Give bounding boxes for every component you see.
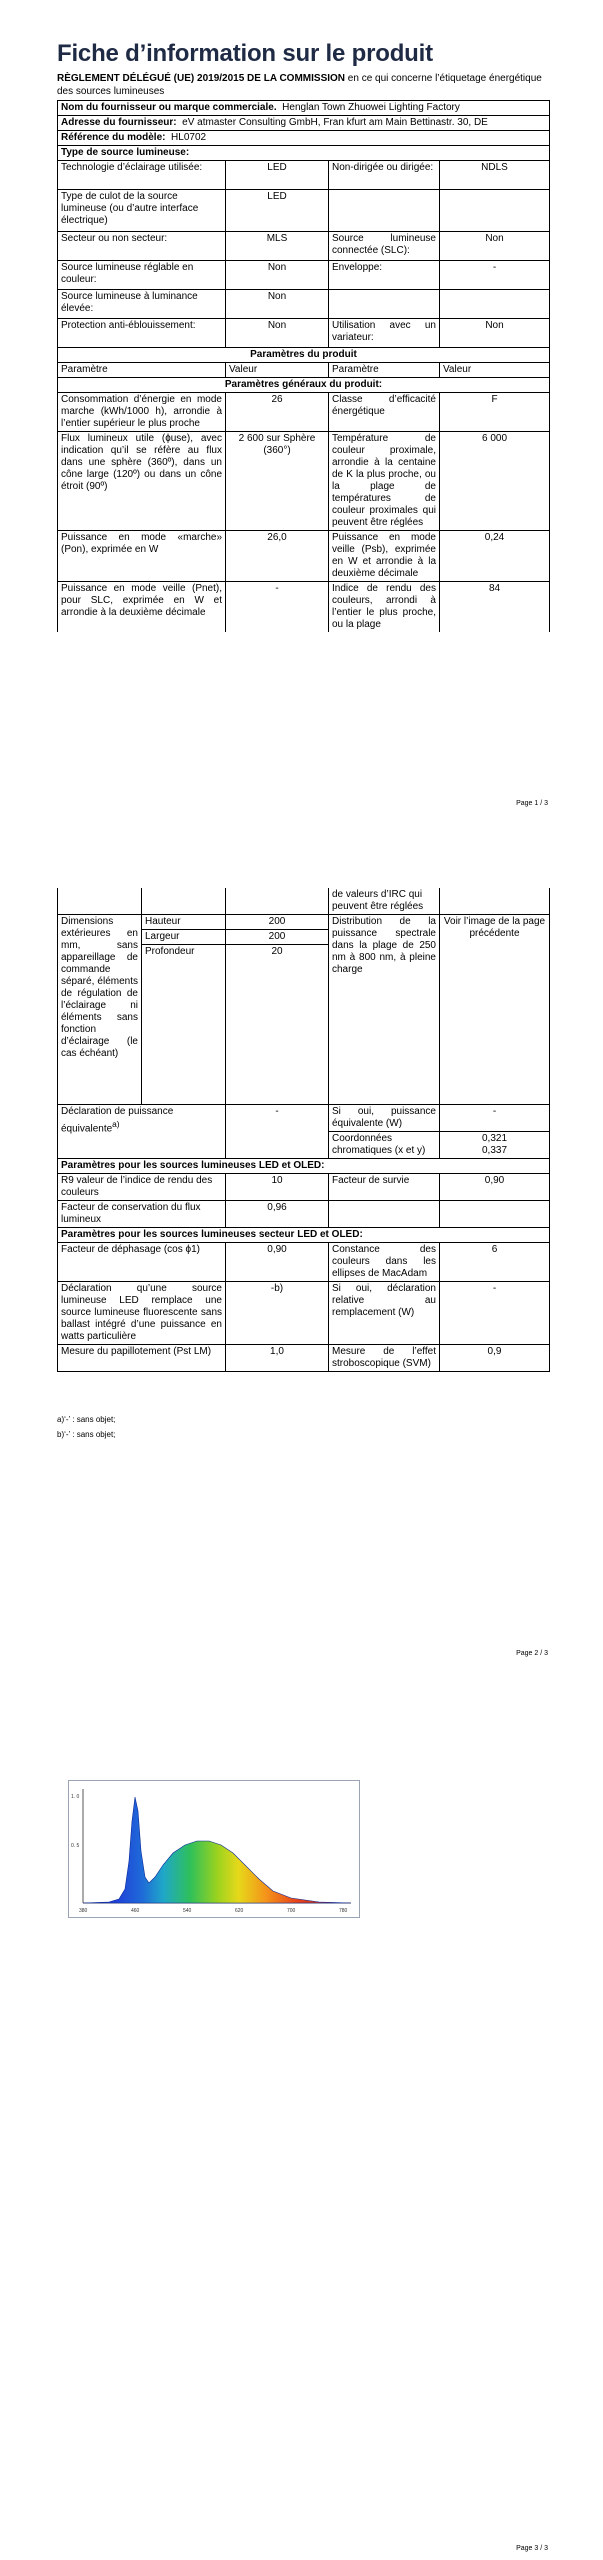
- cell-label: Puissance en mode «marche» (Pon), exprimée en W: [58, 531, 226, 582]
- cell-value: 0,9: [440, 1345, 550, 1372]
- cell-value: 6: [440, 1243, 550, 1282]
- page-3: [0, 1720, 603, 2560]
- cell-label: Déclaration qu’une source lumineuse LED remplace une source lumineuse fluorescente sans ballast intégré d’une puissance en watts particulière: [58, 1282, 226, 1345]
- cell-value: Non: [226, 290, 329, 319]
- column-header: Valeur: [440, 363, 550, 378]
- spectral-distribution-value: Voir l’image de la page précédente: [440, 915, 550, 1105]
- chromaticity-label: Coordonnées chromatiques (x et y): [329, 1132, 440, 1159]
- cell-label: Technologie d’éclairage utilisée:: [58, 161, 226, 190]
- cell-value: 0,24: [440, 531, 550, 582]
- cell-value: 0,90: [226, 1243, 329, 1282]
- equivalent-power-value: -: [226, 1105, 329, 1159]
- dimensions-label: Dimensions extérieures en mm, sans appareillage de commande séparé, éléments de régulation de l’éclairage ni éléments sans fonction d’éclairage (le cas échéant): [58, 915, 142, 1105]
- x-tick-label: 780: [339, 1908, 348, 1914]
- page-number: Page 3 / 3: [516, 2545, 548, 2552]
- column-header: Paramètre: [329, 363, 440, 378]
- cell-value: -: [226, 582, 329, 633]
- cell-value: -: [440, 1105, 550, 1132]
- cell-value: F: [440, 393, 550, 432]
- cell-label: [329, 290, 440, 319]
- cell-label: Facteur de conservation du flux lumineux: [58, 1201, 226, 1228]
- cell-value: Non: [440, 232, 550, 261]
- cell-label: Protection anti-éblouissement:: [58, 319, 226, 348]
- cell-label: de valeurs d’IRC qui peuvent être réglées: [329, 888, 440, 915]
- cell-value: Non: [226, 319, 329, 348]
- footnote-mark: a): [112, 1119, 120, 1129]
- cell-value: -b): [226, 1282, 329, 1345]
- address-value: eV atmaster Consulting GmbH, Fran kfurt am Main Bettinastr. 30, DE: [182, 117, 488, 128]
- mains-params-heading: Paramètres pour les sources lumineuses secteur LED et OLED:: [58, 1228, 550, 1243]
- cell-value: 2 600 sur Sphère (360°): [226, 432, 329, 531]
- page-2: [0, 880, 603, 1680]
- spectral-distribution-label: Distribution de la puissance spectrale dans la plage de 250 nm à 800 nm, à pleine charge: [329, 915, 440, 1105]
- model-label: Référence du modèle:: [61, 132, 166, 143]
- spectrum-plot: [69, 1781, 359, 1917]
- page-title: Fiche d’information sur le produit: [57, 40, 433, 67]
- cell-value: 26: [226, 393, 329, 432]
- cell-label: Enveloppe:: [329, 261, 440, 290]
- cell-value: 6 000: [440, 432, 550, 531]
- address-label: Adresse du fournisseur:: [61, 117, 177, 128]
- page-number: Page 2 / 3: [516, 1650, 548, 1657]
- cell-label: Puissance en mode veille (Pnet), pour SLC, exprimée en W et arrondie à la deuxième décimale: [58, 582, 226, 633]
- cell-label: [329, 1201, 440, 1228]
- y-tick-label: 1. 0: [71, 1794, 80, 1800]
- cell-value: Non: [440, 319, 550, 348]
- cell-value: [440, 190, 550, 232]
- footnote-a: a)‘-’ : sans objet;: [57, 1415, 116, 1424]
- cell-value: LED: [226, 161, 329, 190]
- spectrum-curve: [83, 1797, 351, 1903]
- cell-value: -: [440, 1282, 550, 1345]
- model-value: HL0702: [171, 132, 207, 143]
- dimension-name: Hauteur: [142, 915, 226, 930]
- chromaticity-value: [440, 1132, 550, 1159]
- cell-empty: [142, 888, 226, 915]
- dimension-name: Profondeur: [142, 945, 226, 1105]
- regulation-rest: en ce qui concerne l’étiquetage énergétique des sources lumineuses: [57, 73, 542, 97]
- cell-empty: [226, 888, 329, 915]
- cell-label: Constance des couleurs dans les ellipses de MacAdam: [329, 1243, 440, 1282]
- cell-value: 0,96: [226, 1201, 329, 1228]
- cell-label: Source lumineuse connectée (SLC):: [329, 232, 440, 261]
- chromaticity-x: 0,321: [481, 1133, 508, 1144]
- supplier-value: Henglan Town Zhuowei Lighting Factory: [282, 102, 460, 113]
- cell-label: Secteur ou non secteur:: [58, 232, 226, 261]
- cell-label: Température de couleur proximale, arrondie à la centaine de K la plus proche, ou la plage de températures de couleur proximales qui peuvent être réglées: [329, 432, 440, 531]
- spectral-distribution-image: [68, 1780, 360, 1918]
- cell-value: 1,0: [226, 1345, 329, 1372]
- cell-label: Non-dirigée ou dirigée:: [329, 161, 440, 190]
- dimension-value: 200: [226, 930, 329, 945]
- dimension-name: Largeur: [142, 930, 226, 945]
- cell-label: Classe d’efficacité énergétique: [329, 393, 440, 432]
- x-tick-label: 700: [287, 1908, 296, 1914]
- x-tick-label: 460: [131, 1908, 140, 1914]
- y-tick-label: 0. 5: [71, 1843, 80, 1849]
- chromaticity-y: 0,337: [481, 1145, 508, 1156]
- cell-label: Type de culot de la source lumineuse (ou d’autre interface électrique): [58, 190, 226, 232]
- dimension-value: 200: [226, 915, 329, 930]
- column-header: Paramètre: [58, 363, 226, 378]
- cell-value: 10: [226, 1174, 329, 1201]
- cell-value: [440, 290, 550, 319]
- x-tick-label: 540: [183, 1908, 192, 1914]
- cell-value: LED: [226, 190, 329, 232]
- cell-label: Si oui, puissance équivalente (W): [329, 1105, 440, 1132]
- cell-label: Flux lumineux utile (ɸuse), avec indication qu’il se réfère au flux dans une sphère (360º), dans un cône large (120º) ou dans un cône étroit (90º): [58, 432, 226, 531]
- led-params-heading: Paramètres pour les sources lumineuses LED et OLED:: [58, 1159, 550, 1174]
- cell-label: Si oui, déclaration relative au remplacement (W): [329, 1282, 440, 1345]
- supplier-row: [58, 101, 550, 116]
- cell-label: Source lumineuse réglable en couleur:: [58, 261, 226, 290]
- cell-label: Puissance en mode veille (Psb), exprimée en W et arrondie à la deuxième décimale: [329, 531, 440, 582]
- cell-value: -: [440, 261, 550, 290]
- regulation-text: [57, 72, 547, 98]
- product-info-table: [57, 100, 550, 632]
- cell-empty: [440, 888, 550, 915]
- x-tick-label: 380: [79, 1908, 88, 1914]
- cell-label: [329, 190, 440, 232]
- product-info-table-continued: [57, 888, 550, 1372]
- column-header: Valeur: [226, 363, 329, 378]
- cell-value: Non: [226, 261, 329, 290]
- footnote-b: b)‘-’ : sans objet;: [57, 1430, 116, 1439]
- page-1: [0, 0, 603, 830]
- equivalent-power-label: [58, 1105, 226, 1159]
- cell-label: Mesure du papillotement (Pst LM): [58, 1345, 226, 1372]
- cell-label: Source lumineuse à luminance élevée:: [58, 290, 226, 319]
- cell-label: R9 valeur de l’indice de rendu des couleurs: [58, 1174, 226, 1201]
- cell-value: 84: [440, 582, 550, 633]
- supplier-label: Nom du fournisseur ou marque commerciale.: [61, 102, 277, 113]
- cell-empty: [58, 888, 142, 915]
- cell-value: 26,0: [226, 531, 329, 582]
- dimension-value: 20: [226, 945, 329, 1105]
- cell-label: Mesure de l’effet stroboscopique (SVM): [329, 1345, 440, 1372]
- cell-label: Utilisation avec un variateur:: [329, 319, 440, 348]
- equivalent-power-text: Déclaration de puissance équivalente: [61, 1106, 174, 1135]
- regulation-prefix: RÈGLEMENT DÉLÉGUÉ (UE) 2019/2015 DE LA COMMISSION: [57, 73, 346, 84]
- x-tick-label: 620: [235, 1908, 244, 1914]
- general-params-heading: Paramètres généraux du produit:: [58, 378, 550, 393]
- cell-value: 0,90: [440, 1174, 550, 1201]
- cell-value: MLS: [226, 232, 329, 261]
- cell-value: [440, 1201, 550, 1228]
- cell-label: Consommation d’énergie en mode marche (kWh/1000 h), arrondie à l’entier supérieur le plus proche: [58, 393, 226, 432]
- cell-value: NDLS: [440, 161, 550, 190]
- address-row: [58, 116, 550, 131]
- cell-label: Facteur de déphasage (cos ϕ1): [58, 1243, 226, 1282]
- model-row: [58, 131, 550, 146]
- source-type-heading: Type de source lumineuse:: [58, 146, 550, 161]
- cell-label: Indice de rendu des couleurs, arrondi à l’entier le plus proche, ou la plage: [329, 582, 440, 633]
- params-heading: Paramètres du produit: [58, 348, 550, 363]
- page-number: Page 1 / 3: [516, 800, 548, 807]
- cell-label: Facteur de survie: [329, 1174, 440, 1201]
